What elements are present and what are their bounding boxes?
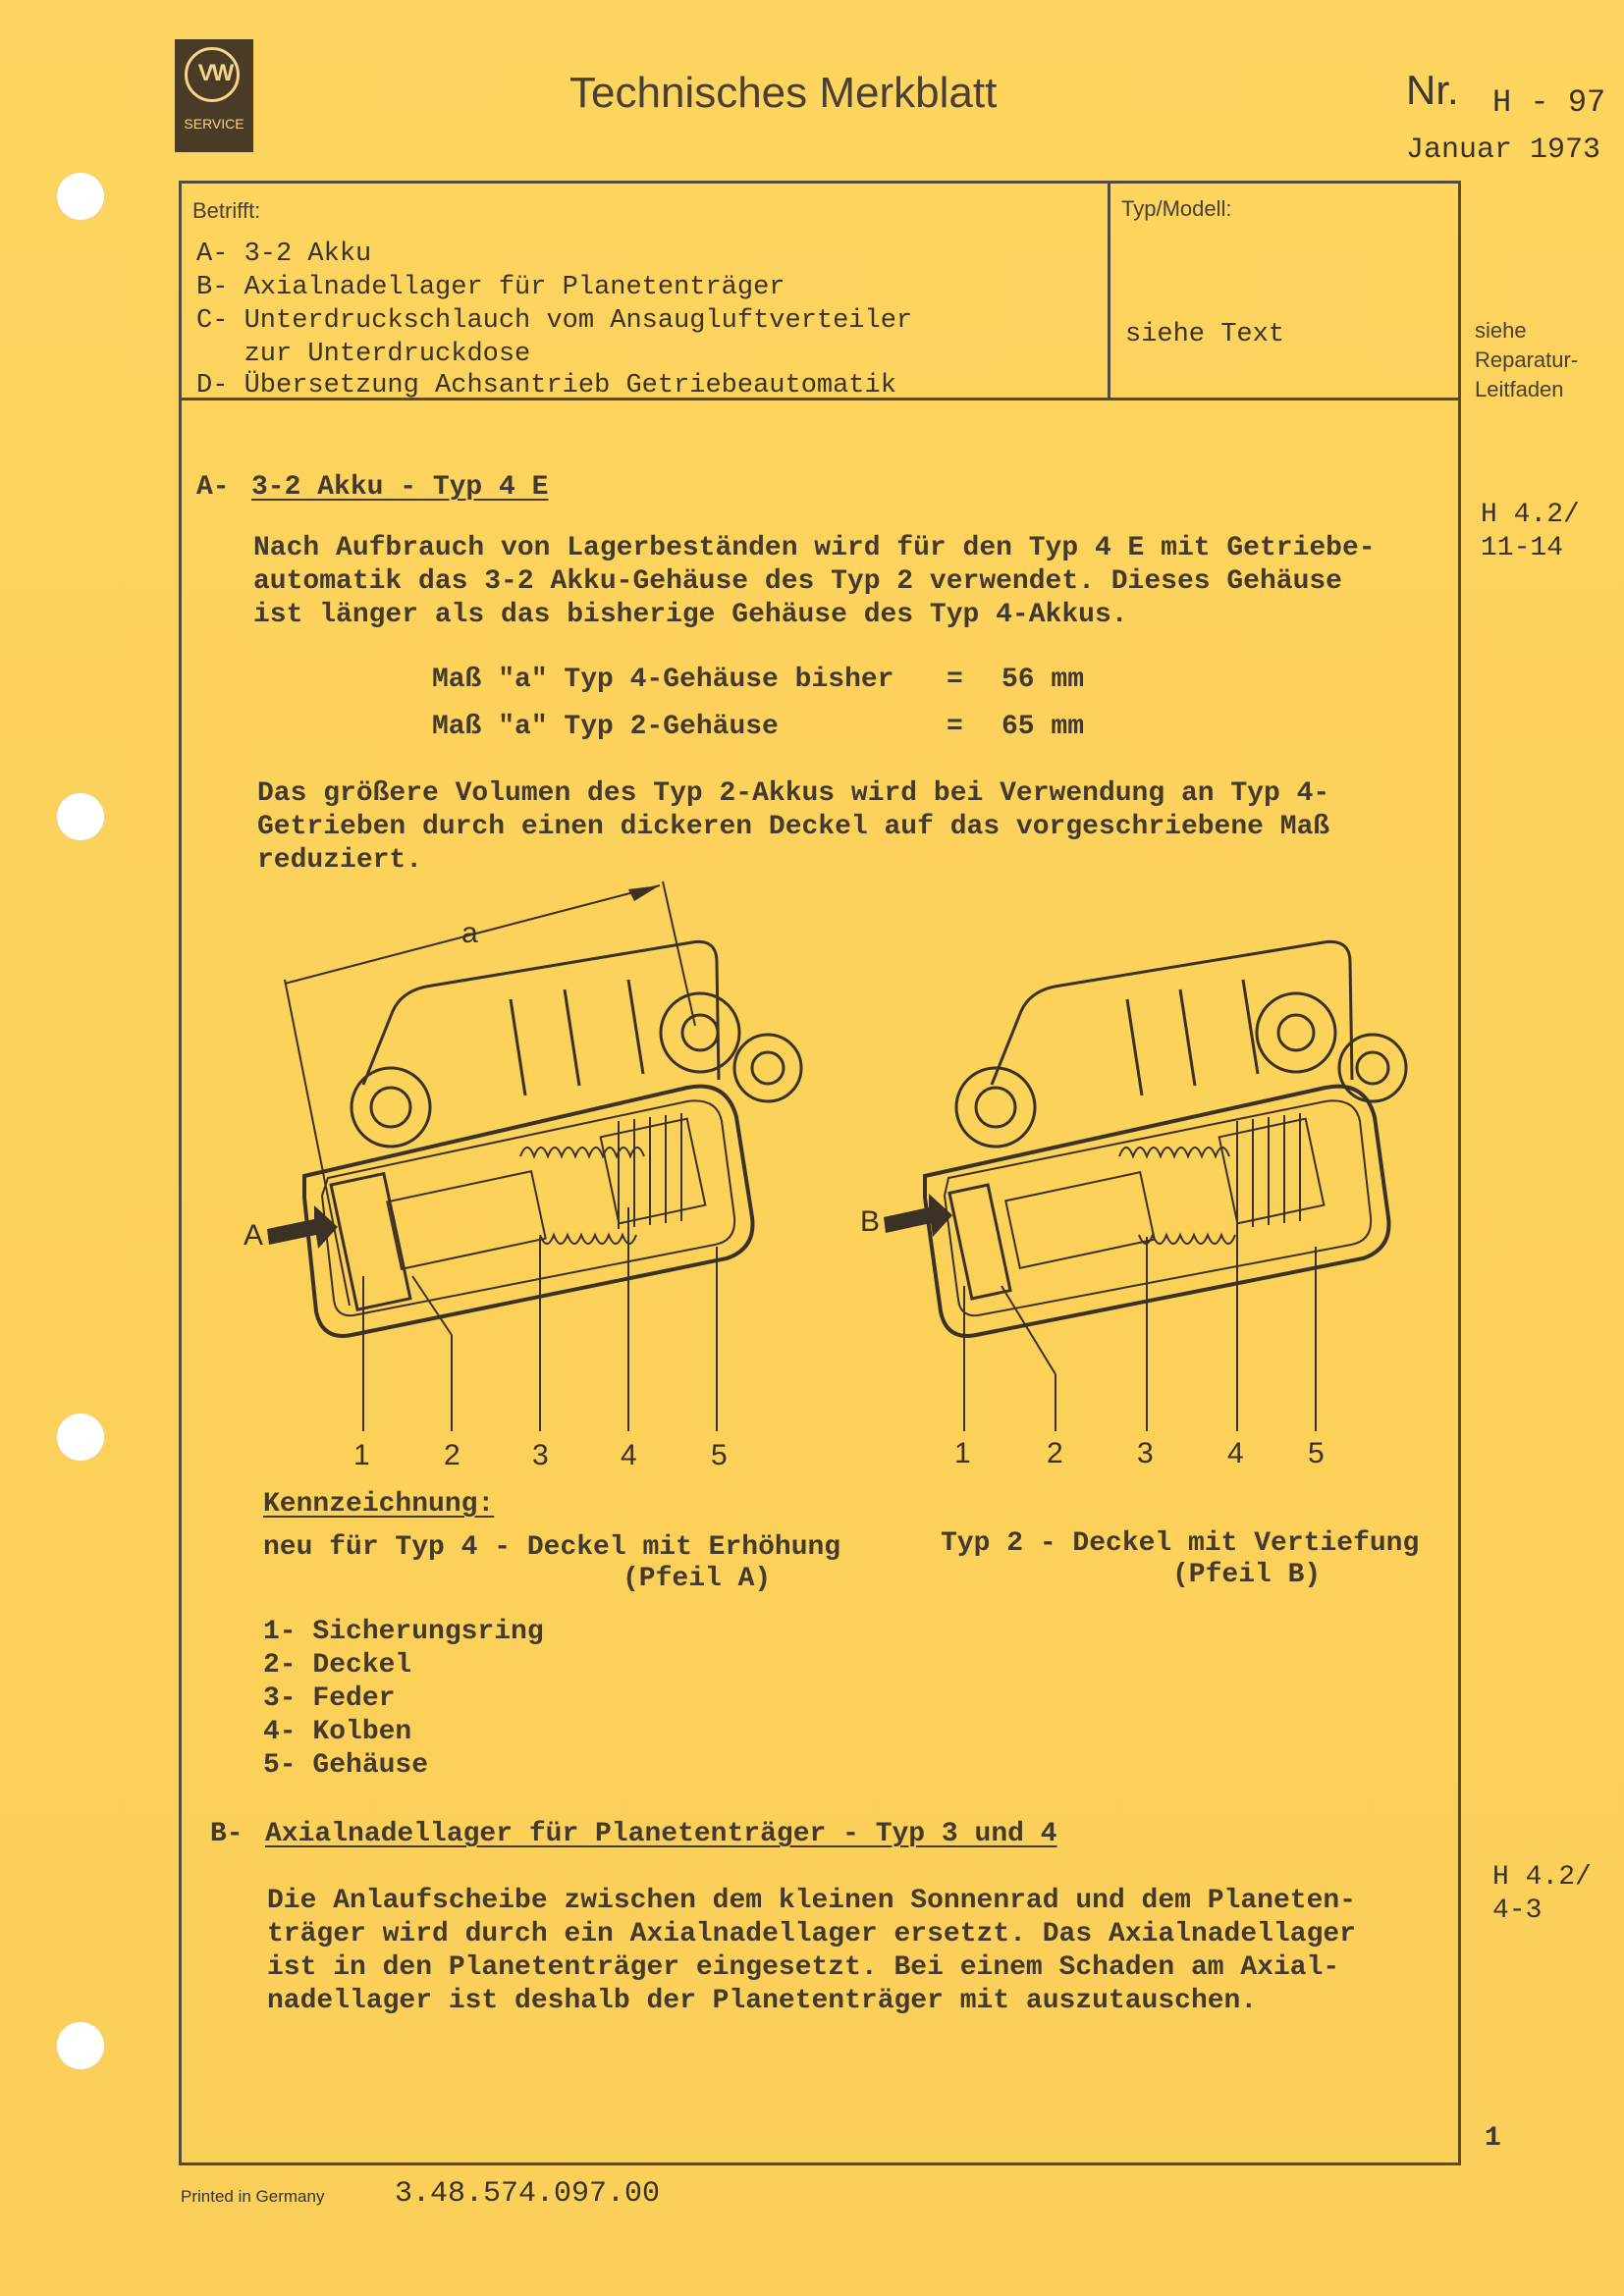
marking-type4-arrow: (Pfeil A) bbox=[623, 1564, 772, 1594]
callout-number: 5 bbox=[1308, 1437, 1325, 1469]
number-label: Nr. bbox=[1406, 67, 1459, 113]
marking-heading: Kennzeichnung: bbox=[263, 1489, 495, 1520]
marking-type4: neu für Typ 4 - Deckel mit Erhöhung bbox=[263, 1532, 841, 1563]
callout-number: 4 bbox=[1227, 1437, 1244, 1469]
document-number: H - 97 bbox=[1492, 84, 1606, 121]
section-b-paragraph-line: träger wird durch ein Axialnadellager ersetzt. Das Axialnadellager bbox=[267, 1919, 1356, 1949]
subject-item: D- Übersetzung Achsantrieb Getriebeautomatik bbox=[196, 371, 896, 400]
legend-item: 5- Gehäuse bbox=[263, 1750, 429, 1781]
subject-box-column-divider bbox=[1108, 181, 1110, 399]
callout-number: 3 bbox=[532, 1439, 549, 1471]
section-b-paragraph-line: ist in den Planetenträger eingesetzt. Bei einem Schaden am Axial- bbox=[267, 1952, 1340, 1983]
section-a-paragraph-line: Nach Aufbrauch von Lagerbeständen wird für den Typ 4 E mit Getriebe- bbox=[253, 533, 1376, 563]
marking-type2: Typ 2 - Deckel mit Vertiefung bbox=[941, 1528, 1420, 1559]
section-b-paragraph-line: nadellager ist deshalb der Planetenträger mit auszutauschen. bbox=[267, 1986, 1258, 2016]
callout-number: 4 bbox=[621, 1439, 637, 1471]
section-a-heading: 3-2 Akku - Typ 4 E bbox=[251, 472, 549, 503]
vw-service-logo bbox=[175, 39, 253, 152]
subject-item: A- 3-2 Akku bbox=[196, 240, 372, 269]
marking-type2-arrow: (Pfeil B) bbox=[1172, 1560, 1322, 1590]
legend-item: 2- Deckel bbox=[263, 1650, 412, 1681]
logo-text: VW bbox=[197, 60, 233, 86]
side-note: siehe Reparatur- Leitfaden bbox=[1475, 318, 1579, 401]
callout-number: 2 bbox=[444, 1439, 460, 1471]
measure-equals: = bbox=[947, 712, 963, 742]
callout-number: 2 bbox=[1047, 1437, 1063, 1469]
punch-hole bbox=[57, 793, 104, 840]
measure-equals: = bbox=[947, 665, 963, 695]
section-b-paragraph-line: Die Anlaufscheibe zwischen dem kleinen Sonnenrad und dem Planeten- bbox=[267, 1886, 1356, 1916]
subject-label: Betrifft: bbox=[192, 198, 261, 223]
logo-service-label: SERVICE bbox=[184, 116, 244, 132]
document-title: Technisches Merkblatt bbox=[569, 69, 998, 117]
punch-hole bbox=[57, 1414, 104, 1461]
type-model-value: siehe Text bbox=[1125, 320, 1285, 349]
measure-value: 65 mm bbox=[1001, 712, 1085, 742]
callout-number: 1 bbox=[353, 1439, 370, 1471]
subject-item: zur Unterdruckdose bbox=[196, 340, 531, 369]
document-date: Januar 1973 bbox=[1406, 133, 1601, 167]
callout-number: 3 bbox=[1137, 1437, 1154, 1469]
order-number: 3.48.574.097.00 bbox=[395, 2177, 661, 2211]
dimension-a-label: a bbox=[461, 917, 478, 949]
subject-item: C- Unterdruckschlauch vom Ansaugluftverteiler bbox=[196, 306, 913, 336]
arrow-a-label: A bbox=[244, 1219, 264, 1252]
page-number: 1 bbox=[1485, 2123, 1501, 2154]
section-a-prefix: A- bbox=[196, 472, 230, 503]
type-model-label: Typ/Modell: bbox=[1121, 196, 1232, 221]
legend-item: 3- Feder bbox=[263, 1683, 396, 1714]
legend-item: 4- Kolben bbox=[263, 1717, 412, 1747]
section-a-reference: H 4.2/ 11-14 bbox=[1481, 500, 1580, 563]
section-b-heading: Axialnadellager für Planetenträger - Typ 3 und 4 bbox=[265, 1819, 1057, 1849]
section-b-prefix: B- bbox=[210, 1819, 244, 1849]
vw-logo-icon bbox=[185, 47, 240, 102]
measure-label: Maß "a" Typ 2-Gehäuse bbox=[432, 712, 779, 742]
section-a-paragraph-line: automatik das 3-2 Akku-Gehäuse des Typ 2 verwendet. Dieses Gehäuse bbox=[253, 566, 1342, 597]
callout-number: 1 bbox=[954, 1437, 971, 1469]
printed-in-germany: Printed in Germany bbox=[181, 2187, 325, 2206]
accumulator-housing-figure bbox=[226, 864, 1453, 1482]
section-b-reference: H 4.2/ 4-3 bbox=[1492, 1862, 1592, 1926]
measure-label: Maß "a" Typ 4-Gehäuse bisher bbox=[432, 665, 894, 695]
callout-number: 5 bbox=[711, 1439, 728, 1471]
punch-hole bbox=[57, 173, 104, 220]
section-a-paragraph-line: Das größere Volumen des Typ 2-Akkus wird bei Verwendung an Typ 4- bbox=[257, 778, 1330, 809]
punch-hole bbox=[57, 2022, 104, 2069]
measure-value: 56 mm bbox=[1001, 665, 1085, 695]
subject-item: B- Axialnadellager für Planetenträger bbox=[196, 273, 785, 302]
legend-item: 1- Sicherungsring bbox=[263, 1617, 544, 1647]
section-a-paragraph-line: reduziert. bbox=[257, 845, 423, 876]
section-a-paragraph-line: ist länger als das bisherige Gehäuse des Typ 4-Akkus. bbox=[253, 600, 1128, 630]
section-a-paragraph-line: Getrieben durch einen dickeren Deckel auf das vorgeschriebene Maß bbox=[257, 812, 1330, 842]
arrow-b-label: B bbox=[860, 1205, 881, 1238]
